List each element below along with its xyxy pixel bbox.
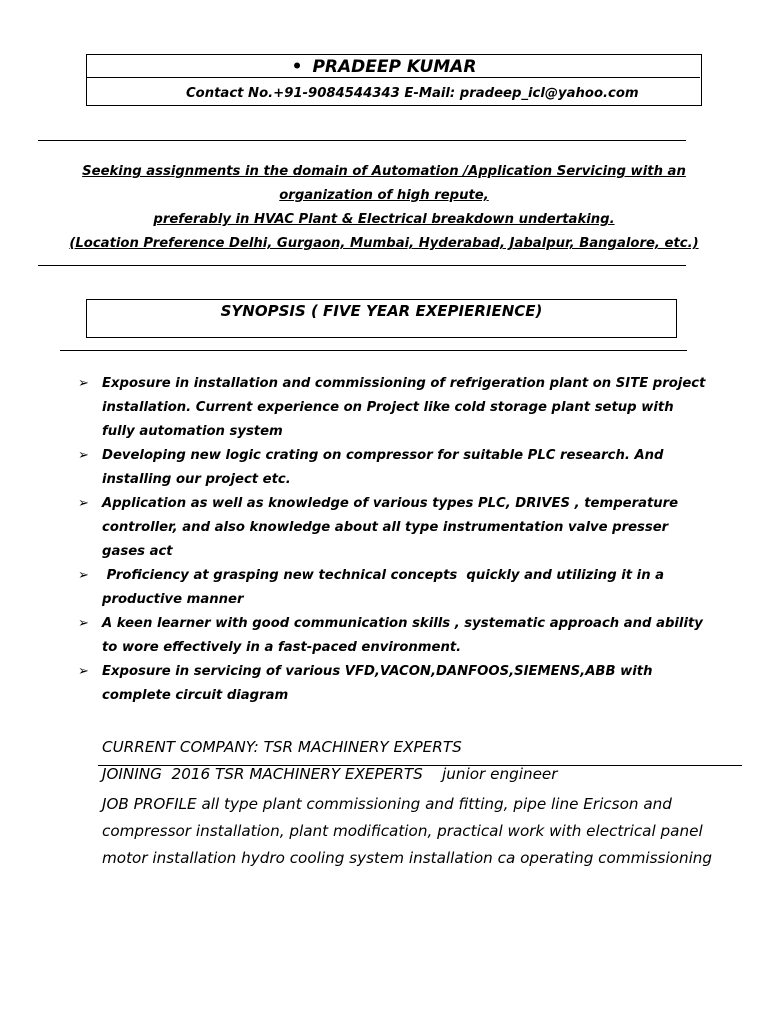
synopsis-title: SYNOPSIS ( FIVE YEAR EXEPIERIENCE) [220, 302, 543, 320]
contact-line: Contact No.+91-9084544343 E-Mail: pradeep_icl@yahoo.com [186, 86, 639, 101]
arrow-bullet-icon: ➢ [78, 616, 89, 631]
divider [60, 350, 687, 351]
bullet-icon: • [291, 57, 303, 77]
arrow-bullet-icon: ➢ [78, 448, 89, 463]
current-company: CURRENT COMPANY: TSR MACHINERY EXPERTS [102, 738, 462, 756]
arrow-bullet-icon: ➢ [78, 376, 89, 391]
name-text: PRADEEP KUMAR [312, 57, 477, 77]
arrow-bullet-icon: ➢ [78, 664, 89, 679]
arrow-bullet-icon: ➢ [78, 496, 89, 511]
joining-line: JOINING 2016 TSR MACHINERY EXEPERTS junior engineer [102, 765, 558, 783]
objective-line-1: Seeking assignments in the domain of Automation /Application Servicing with an [82, 164, 686, 179]
job-profile: JOB PROFILE all type plant commissioning and fitting, pipe line Ericson and compressor installation, plant modification, practical work with electrical panel motor installation hydro cooling system installation ca operating commissioning [102, 795, 713, 867]
objective-line-3: preferably in HVAC Plant & Electrical breakdown undertaking. [153, 212, 615, 227]
candidate-name [0, 57, 768, 77]
objective-line-4: (Location Preference Delhi, Gurgaon, Mumbai, Hyderabad, Jabalpur, Bangalore, etc.) [69, 236, 699, 251]
divider [38, 265, 686, 266]
arrow-bullet-icon: ➢ [78, 568, 89, 583]
header-divider [86, 77, 700, 78]
objective-line-2: organization of high repute, [279, 188, 489, 203]
divider [38, 140, 686, 141]
